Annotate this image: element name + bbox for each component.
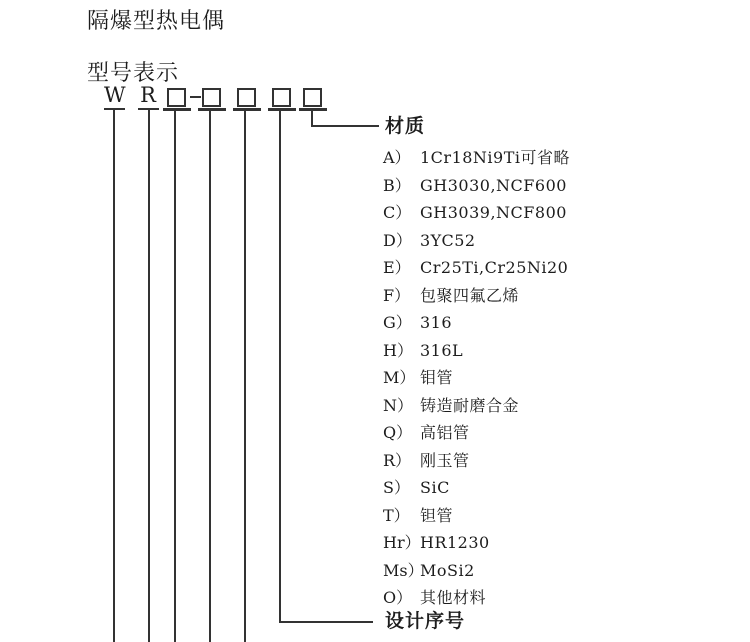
code-box-3 <box>237 88 256 107</box>
connector-line-design-serial-vertical <box>279 111 281 623</box>
material-item-code: Q） <box>383 423 413 442</box>
material-item <box>383 529 643 557</box>
box-underline-2 <box>198 108 226 111</box>
code-letter-w: W <box>104 83 126 107</box>
code-letter-r: R <box>140 83 156 107</box>
material-item <box>383 199 643 227</box>
code-box-4 <box>272 88 291 107</box>
material-item-code: Ms） <box>383 560 424 580</box>
material-item-value: GH3039,NCF800 <box>420 203 567 222</box>
code-dash <box>190 96 201 98</box>
material-item-value: GH3030,NCF600 <box>420 175 567 195</box>
material-item-code: S） <box>383 478 410 497</box>
material-item <box>383 227 643 255</box>
material-item-code: F） <box>383 285 411 305</box>
material-item <box>383 144 643 172</box>
box-underline-4 <box>268 108 296 111</box>
page-title: 隔爆型热电偶 <box>87 9 226 34</box>
code-box-5 <box>303 88 322 107</box>
material-item-value: 钼管 <box>420 368 454 387</box>
material-item <box>383 419 643 447</box>
connector-line-design-serial-horizontal <box>279 621 373 623</box>
material-item-code: O） <box>383 588 413 607</box>
connector-line-w <box>113 110 115 642</box>
material-item <box>383 337 643 365</box>
material-item-value: 铸造耐磨合金 <box>420 395 520 415</box>
material-item-value: 刚玉管 <box>420 450 470 470</box>
material-item-code: Hr） <box>383 533 421 552</box>
material-label: 材质 <box>385 115 426 137</box>
material-item-value: 316 <box>420 313 453 332</box>
code-box-2 <box>202 88 221 107</box>
material-item <box>383 364 643 392</box>
connector-line-material-horizontal <box>311 125 379 127</box>
connector-line-box2 <box>209 111 211 642</box>
section-title: 型号表示 <box>87 61 180 86</box>
material-item <box>383 309 643 337</box>
material-item-code: A） <box>383 148 411 167</box>
design-serial-label: 设计序号 <box>385 610 466 632</box>
material-item-code: H） <box>383 340 413 360</box>
material-item-value: MoSi2 <box>420 560 475 580</box>
box-underline-3 <box>233 108 261 111</box>
material-item-code: T） <box>383 505 410 525</box>
material-item-code: G） <box>383 313 412 332</box>
material-item <box>383 557 643 585</box>
material-item <box>383 502 643 530</box>
material-item-code: N） <box>383 395 414 415</box>
material-item <box>383 254 643 282</box>
material-item-code: D） <box>383 230 412 250</box>
material-item <box>383 282 643 310</box>
material-item-value: 其他材料 <box>420 588 487 607</box>
material-item-code: M） <box>383 368 416 387</box>
material-item <box>383 392 643 420</box>
material-item-value: 包聚四氟乙烯 <box>420 285 520 305</box>
material-item-value: 316L <box>420 340 464 360</box>
connector-line-box1 <box>174 111 176 642</box>
box-underline-5 <box>299 108 327 111</box>
material-item-value: 钽管 <box>420 505 454 525</box>
material-list <box>383 144 643 612</box>
material-item-code: R） <box>383 450 412 470</box>
material-item-value: 高铝管 <box>420 423 470 442</box>
material-item-code: E） <box>383 258 411 277</box>
material-item <box>383 474 643 502</box>
material-item <box>383 172 643 200</box>
material-item <box>383 447 643 475</box>
connector-line-r <box>148 110 150 642</box>
code-box-1 <box>167 88 186 107</box>
material-item-code: C） <box>383 203 412 222</box>
material-item-value: 3YC52 <box>420 230 476 250</box>
material-item-value: HR1230 <box>420 533 490 552</box>
material-item-value: Cr25Ti,Cr25Ni20 <box>420 258 569 277</box>
connector-line-box3 <box>244 111 246 642</box>
material-item-value: SiC <box>420 478 450 497</box>
box-underline-1 <box>163 108 191 111</box>
material-item-value: 1Cr18Ni9Ti可省略 <box>420 148 571 167</box>
material-item-code: B） <box>383 175 411 195</box>
